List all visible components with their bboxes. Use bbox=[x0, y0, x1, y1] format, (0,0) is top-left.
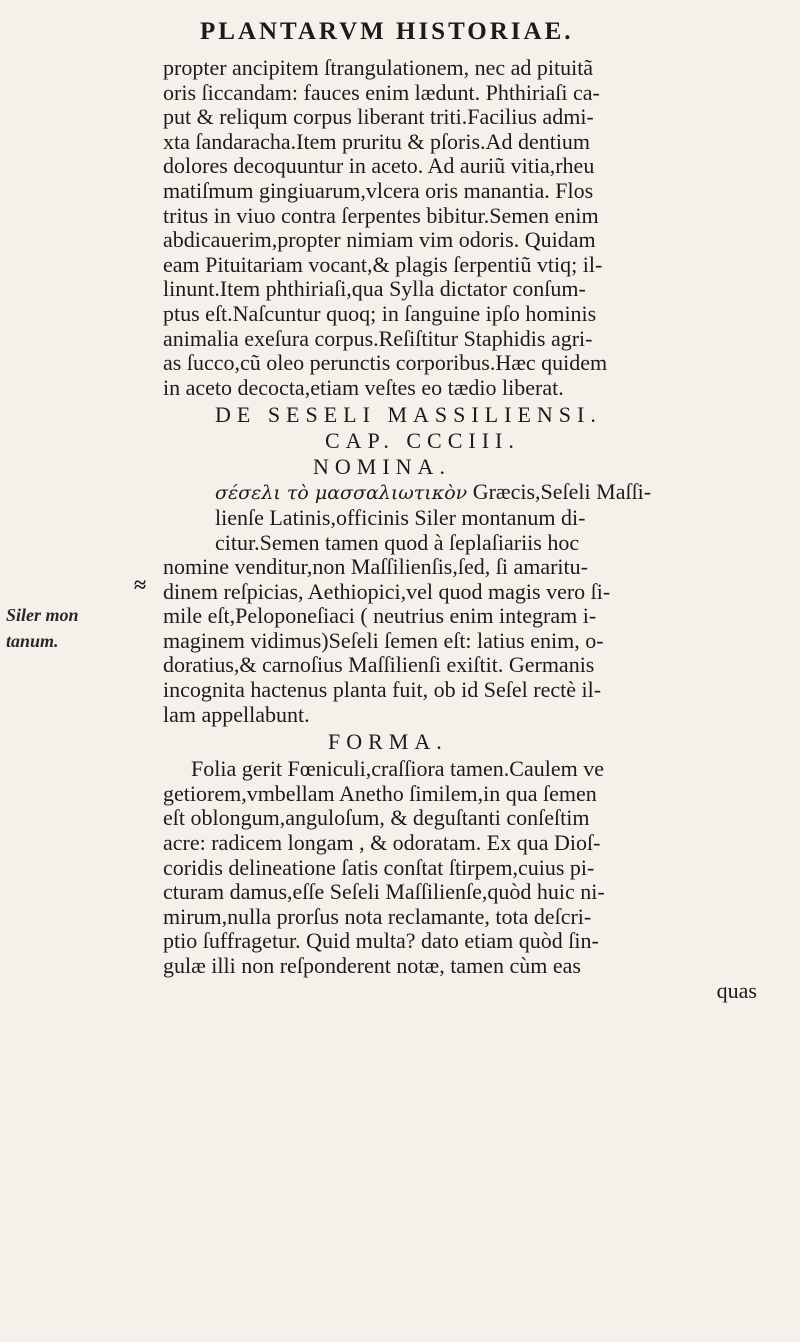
text-line-greek bbox=[163, 480, 765, 506]
text-line-rest: Græcis,Seſeli Maſſi- bbox=[467, 480, 652, 505]
text-line: lienſe Latinis,officinis Siler montanum di- bbox=[215, 505, 586, 530]
text-line: dinem reſpicias, Aethiopici,vel quod magis vero ſi- bbox=[163, 579, 611, 604]
paragraph-1 bbox=[163, 56, 765, 400]
marginal-symbol: ≈ bbox=[134, 572, 147, 597]
text-line: getiorem,vmbellam Anetho ſimilem,in qua ſemen bbox=[163, 781, 597, 806]
text-line: nomine venditur,non Maſſilienſis,ſed, ſi amaritu- bbox=[163, 555, 588, 580]
text-line: put & reliqum corpus liberant triti.Facilius admi- bbox=[163, 105, 594, 130]
chapter-number: CAP. CCCIII. bbox=[325, 428, 520, 454]
text-line: as ſucco,cũ oleo perunctis corporibus.Hæc quidem bbox=[163, 351, 608, 376]
section-heading-nomina: NOMINA. bbox=[313, 454, 451, 480]
text-line: citur.Semen tamen quod à ſeplaſiariis hoc bbox=[215, 530, 580, 555]
margin-note bbox=[6, 602, 79, 654]
text-line: maginem vidimus)Seſeli ſemen eſt: latius enim, o- bbox=[163, 628, 604, 653]
running-head: PLANTARVM HISTORIAE. bbox=[200, 18, 574, 45]
text-line: oris ſiccandam: fauces enim lædunt. Phthiriaſi ca- bbox=[163, 80, 600, 105]
text-line: animalia exeſura corpus.Reſiſtitur Staphidis agri- bbox=[163, 326, 593, 351]
margin-note-line: tanum. bbox=[6, 631, 59, 651]
text-line: tritus in viuo contra ſerpentes bibitur.Semen enim bbox=[163, 203, 599, 228]
text-line: propter ancipitem ſtrangulationem, nec ad pituitã bbox=[163, 56, 594, 80]
text-line: mile eſt,Peloponeſiaci ( neutrius enim integram i- bbox=[163, 604, 597, 629]
chapter-title: DE SESELI MASSILIENSI. bbox=[215, 402, 602, 428]
paragraph-3 bbox=[163, 757, 765, 978]
catchword: quas bbox=[716, 978, 757, 1003]
text-line: dolores decoquuntur in aceto. Ad auriũ vitia,rheu bbox=[163, 154, 595, 179]
text-line: eſt oblongum,anguloſum, & deguſtanti conſeſtim bbox=[163, 806, 590, 831]
text-line: lam appellabunt. bbox=[163, 702, 310, 727]
text-line: ptio ſuffragetur. Quid multa? dato etiam quòd ſin- bbox=[163, 929, 599, 954]
greek-name: σέσελι τὸ μασσαλιωτικὸν bbox=[215, 482, 468, 505]
text-line: xta ſandaracha.Item pruritu & pſoris.Ad dentium bbox=[163, 129, 591, 154]
text-line: mirum,nulla prorſus nota reclamante, tota deſcri- bbox=[163, 904, 592, 929]
text-line: incognita hactenus planta fuit, ob id Seſel rectè il- bbox=[163, 678, 602, 703]
paragraph-2 bbox=[163, 506, 765, 727]
text-line: ptus eſt.Naſcuntur quoq; in ſanguine ipſo hominis bbox=[163, 301, 597, 326]
text-line: coridis delineatione ſatis conſtat ſtirpem,cuius pi- bbox=[163, 855, 595, 880]
text-line: eam Pituitariam vocant,& plagis ſerpentiũ vtiq; il- bbox=[163, 252, 603, 277]
text-line: doratius,& carnoſius Maſſilienſi exiſtit. Germanis bbox=[163, 653, 595, 678]
text-line: linunt.Item phthiriaſi,qua Sylla dictator conſum- bbox=[163, 277, 586, 302]
margin-note-line: Siler mon bbox=[6, 605, 79, 625]
text-line: in aceto decocta,etiam veſtes eo tædio liberat. bbox=[163, 375, 564, 400]
section-heading-forma: FORMA. bbox=[328, 729, 448, 755]
text-line: matiſmum gingiuarum,vlcera oris manantia. Flos bbox=[163, 178, 594, 203]
text-line: gulæ illi non reſponderent notæ, tamen cùm eas bbox=[163, 954, 581, 978]
text-line: cturam damus,eſſe Seſeli Maſſilienſe,quòd huic ni- bbox=[163, 880, 605, 905]
text-line: Folia gerit Fœniculi,craſſiora tamen.Caulem ve bbox=[191, 757, 604, 782]
main-text bbox=[163, 56, 765, 1003]
text-line: abdicauerim,propter nimiam vim odoris. Quidam bbox=[163, 228, 596, 253]
text-line: acre: radicem longam , & odoratam. Ex qua Dioſ- bbox=[163, 831, 601, 856]
